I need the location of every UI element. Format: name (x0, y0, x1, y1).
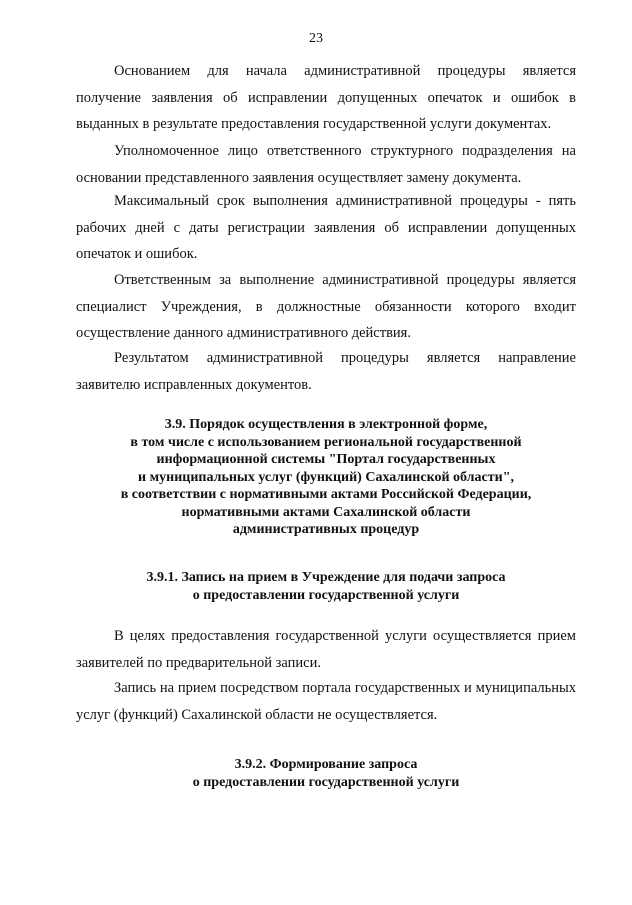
paragraph-authorized-person: Уполномоченное лицо ответственного структурного подразделения на основании представленного заявления осуществляет замену документа. (76, 143, 576, 186)
heading-line: о предоставлении государственной услуги (192, 587, 460, 603)
heading-section-3-9-2 (76, 756, 576, 791)
heading-line: в соответствии с нормативными актами Российской Федерации, (120, 487, 532, 502)
heading-section-3-9 (76, 416, 576, 539)
heading-line: административных процедур (232, 522, 420, 537)
heading-line: информационной системы "Портал государственных (156, 452, 496, 467)
heading-line: в том числе с использованием региональной государственной (130, 434, 522, 450)
paragraph-max-term: Максимальный срок выполнения административной процедуры - пять рабочих дней с даты регистрации заявления об исправлении допущенных опечаток и ошибок. (76, 193, 576, 262)
heading-line: 3.9.1. Запись на прием в Учреждение для подачи запроса (146, 570, 506, 585)
heading-line: 3.9.2. Формирование запроса (234, 757, 418, 772)
heading-line: 3.9. Порядок осуществления в электронной форме, (164, 417, 488, 432)
heading-line: о предоставлении государственной услуги (192, 774, 460, 790)
paragraph-result: Результатом административной процедуры является направление заявителю исправленных документов. (76, 350, 576, 393)
heading-section-3-9-1 (76, 569, 576, 604)
paragraph-appointment: В целях предоставления государственной услуги осуществляется прием заявителей по предварительной записи. (76, 628, 576, 671)
page-number: 23 (309, 31, 323, 46)
heading-line: нормативными актами Сахалинской области (181, 504, 471, 520)
heading-line: и муниципальных услуг (функций) Сахалинской области", (138, 469, 514, 485)
paragraph-responsible: Ответственным за выполнение административной процедуры является специалист Учреждения, в должностные обязанности которого входит осуществление данного административного действия. (76, 272, 576, 341)
paragraph-basis: Основанием для начала административной процедуры является получение заявления об исправлении допущенных опечаток и ошибок в выданных в результате предоставления государственной услуги документах. (76, 63, 576, 132)
paragraph-no-portal-booking: Запись на прием посредством портала государственных и муниципальных услуг (функций) Сахалинской области не осуществляется. (76, 680, 576, 723)
